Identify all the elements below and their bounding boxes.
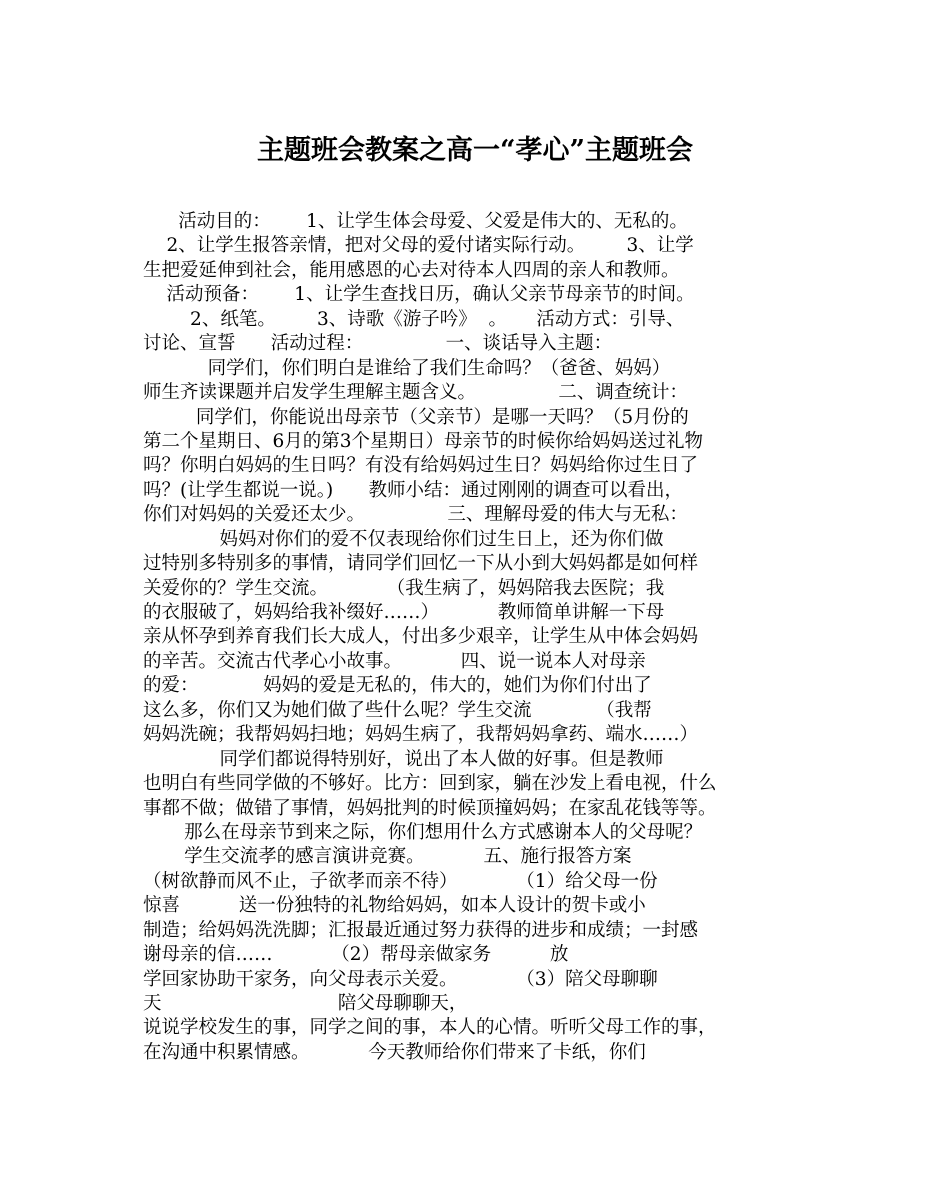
- body-line-13: 你们对妈妈的关爱还太少。 三、理解母爱的伟大与无私：: [143, 504, 688, 526]
- body-line-4: 活动预备： 1、让学生查找日历，确认父亲节母亲节的时间。: [143, 284, 695, 306]
- body-line-8: 师生齐读课题并启发学生理解主题含义。 二、调查统计：: [143, 382, 688, 404]
- body-line-3: 生把爱延伸到社会，能用感恩的心去对待本人四周的亲人和教师。: [143, 259, 680, 281]
- body-line-15: 过特别多特别多的事情，请同学们回忆一下从小到大妈妈都是如何样: [143, 553, 699, 575]
- body-line-33: 天 陪父母聊聊天，: [143, 993, 468, 1014]
- body-line-21: 这么多，你们又为她们做了些什么呢？学生交流 （我帮: [143, 699, 652, 721]
- body-line-11: 吗？你明白妈妈的生日吗？有没有给妈妈过生日？妈妈给你过生日了: [143, 455, 699, 477]
- body-line-12: 吗？(让学生都说一说。) 教师小结：通过刚刚的调查可以看出，: [143, 479, 683, 501]
- body-line-26: 那么在母亲节到来之际，你们想用什么方式感谢本人的父母呢？: [143, 821, 703, 843]
- body-line-14: 妈妈对你们的爱不仅表现给你们过生日上，还为你们做: [143, 528, 664, 550]
- body-line-5: 2、纸笔。 3、诗歌《游子吟》 。 活动方式：引导、: [143, 308, 685, 330]
- body-line-29: 惊喜 送一份独特的礼物给妈妈，如本人设计的贺卡或小: [143, 895, 646, 917]
- document-body: [143, 210, 823, 1065]
- body-line-22: 妈妈洗碗；我帮妈妈扫地；妈妈生病了，我帮妈妈拿药、端水……）: [143, 724, 699, 746]
- body-line-9: 同学们，你能说出母亲节（父亲节）是哪一天吗？（5月份的: [143, 406, 689, 428]
- body-line-23: 同学们都说得特别好，说出了本人做的好事。但是教师: [143, 748, 664, 770]
- body-line-35: 在沟通中积累情感。 今天教师给你们带来了卡纸，你们: [143, 1041, 646, 1063]
- body-line-30: 制造；给妈妈洗洗脚；汇报最近通过努力获得的进步和成绩；一封感: [143, 919, 699, 941]
- body-line-18: 亲从怀孕到养育我们长大成人，付出多少艰辛，让学生从中体会妈妈: [143, 626, 699, 648]
- body-line-7: 同学们，你们明白是谁给了我们生命吗？（爸爸、妈妈）: [143, 357, 671, 379]
- body-line-16: 关爱你的？学生交流。 （我生病了，妈妈陪我去医院；我: [143, 577, 665, 599]
- body-line-24: 也明白有些同学做的不够好。比方：回到家，躺在沙发上看电视，什么: [143, 773, 717, 795]
- body-line-31: 谢母亲的信…… （2）帮母亲做家务 放: [143, 944, 569, 966]
- body-line-28: （树欲静而风不止，子欲孝而亲不待） （1）给父母一份: [143, 870, 658, 892]
- body-line-6: 讨论、宣誓 活动过程： 一、谈话导入主题：: [143, 333, 613, 355]
- body-line-17: 的衣服破了，妈妈给我补缀好……） 教师简单讲解一下母: [143, 602, 665, 623]
- document-title: 主题班会教案之高一“孝心”主题班会: [256, 135, 694, 166]
- body-line-1: 活动目的： 1、让学生体会母爱、父爱是伟大的、无私的。: [143, 211, 688, 232]
- body-line-34: 说说学校发生的事，同学之间的事，本人的心情。听听父母工作的事，: [143, 1017, 717, 1039]
- body-line-19: 的辛苦。交流古代孝心小故事。 四、说一说本人对母亲: [143, 650, 646, 672]
- body-line-20: 的爱： 妈妈的爱是无私的，伟大的，她们为你们付出了: [143, 675, 652, 697]
- body-line-10: 第二个星期日、6月的第3个星期日）母亲节的时候你给妈妈送过礼物: [143, 430, 704, 452]
- body-line-32: 学回家协助干家务，向父母表示关爱。 （3）陪父母聊聊: [143, 968, 658, 990]
- body-line-25: 事都不做；做错了事情，妈妈批判的时候顶撞妈妈；在家乱花钱等等。: [143, 797, 717, 819]
- body-line-2: 2、让学生报答亲情，把对父母的爱付诸实际行动。 3、让学: [143, 235, 694, 257]
- body-line-27: 学生交流孝的感言演讲竞赛。 五、施行报答方案: [143, 846, 632, 868]
